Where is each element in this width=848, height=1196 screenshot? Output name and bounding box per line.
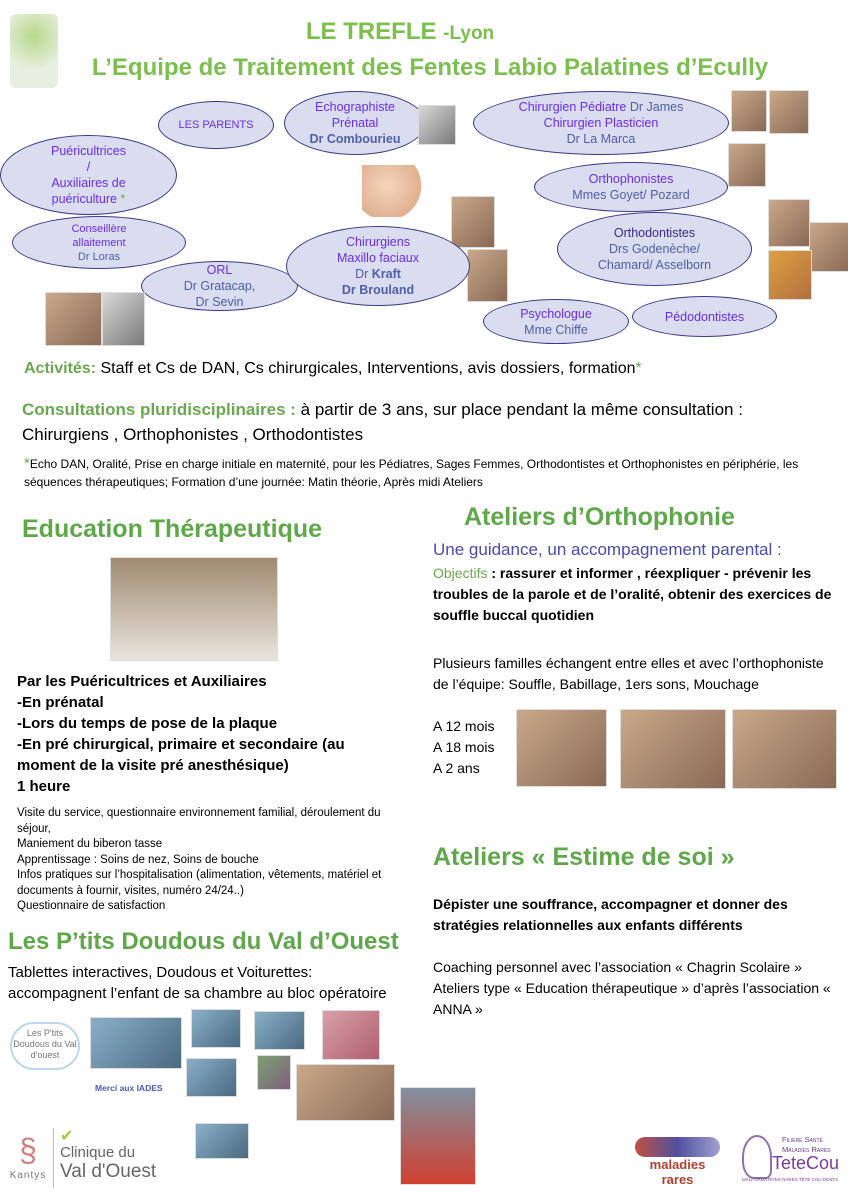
label: Orthophonistes [588, 172, 674, 186]
list-item: -En pré chirurgical, primaire et secondaire (au moment de la visite pré anesthésique) [17, 736, 345, 774]
footnote [24, 455, 814, 491]
ortho-subtitle: Une guidance, un accompagnement parental : [433, 540, 782, 559]
photo-sevin [102, 292, 145, 346]
name: Chamard/ Asselborn [597, 258, 712, 272]
logo-divider [53, 1128, 54, 1188]
age-item: A 12 mois [433, 718, 495, 734]
list-item: Questionnaire de satisfaction [17, 900, 166, 912]
merci-iades: Merci aux IADES [95, 1083, 163, 1093]
head-icon [742, 1135, 772, 1179]
ellipse-chirurgien-pediatre [473, 91, 729, 155]
education-details [17, 806, 412, 915]
estime-details [433, 957, 848, 1020]
label: Maxillo faciaux [337, 251, 419, 265]
name: Dr Combourieu [309, 132, 401, 146]
photo-godeneche [768, 199, 810, 247]
label: Auxiliaires de [51, 176, 126, 190]
list-item: Maniement du biberon tasse [17, 838, 163, 850]
name: Dr Brouland [341, 283, 415, 297]
objectifs-text: : rassurer et informer , réexpliquer - prévenir les troubles de la parole et de l’oralité, obtenir des exercices de souffle buccal quotidien [433, 565, 832, 623]
doudous-photo-trophee-doc [322, 1010, 380, 1060]
title-suffix: -Lyon [443, 23, 495, 44]
activites-label: Activités: [24, 360, 97, 377]
label: Orthodontistes [613, 226, 696, 240]
label: Prénatal [331, 116, 379, 130]
ellipse-puericultrices [0, 135, 177, 215]
list-item: -Lors du temps de pose de la plaque [17, 715, 278, 732]
list-item: 1 heure [17, 778, 71, 795]
objectifs-label: Objectifs [433, 565, 488, 581]
ellipse-orthodontistes [557, 212, 752, 286]
consultations-label: Consultations pluridisciplinaires : [22, 400, 296, 419]
education-title: Education Thérapeutique [22, 515, 323, 543]
label: puériculture [51, 192, 117, 206]
photo-gratacap [45, 292, 102, 346]
list-item: Infos pratiques sur l’hospitalisation (alimentation, vêtements, matériel et documents à fournir, visites, numéro 24/24..) [17, 869, 382, 897]
consultations-block [22, 397, 842, 447]
kantys-logo [8, 1130, 48, 1181]
label: Chirurgien Pédiatre [518, 100, 627, 114]
dna-icon: § [19, 1132, 37, 1168]
label: LES PARENTS [178, 119, 254, 131]
photo-brouland [467, 249, 508, 302]
photo-chamard [768, 250, 812, 300]
doudous-photo-jeu-3 [195, 1123, 249, 1159]
ellipse-chirurgiens-maxillo [286, 226, 470, 306]
photo-kraft [451, 196, 495, 248]
baby-photo [362, 165, 424, 217]
list-item: -En prénatal [17, 694, 104, 711]
list-item: Apprentissage : Soins de nez, Soins de bouche [17, 853, 259, 866]
atelier-photo-2 [620, 709, 726, 789]
ellipse-parents [158, 101, 274, 149]
label: Psychologue [520, 306, 592, 321]
label: Dr [355, 267, 372, 281]
photo-asselborn [809, 222, 848, 272]
estime-intro: Dépister une souffrance, accompagner et donner des stratégies relationnelles aux enfants différents [433, 896, 788, 933]
maladies-rares-logo [635, 1137, 720, 1187]
ellipse-psychologue [483, 299, 629, 344]
atelier-photo-1 [516, 709, 607, 787]
tetecou-subtitle: MALFORMATIONS RARES TÊTE COU DENTS [742, 1177, 839, 1182]
name: Mmes Goyet/ Pozard [572, 188, 690, 202]
label: Chirurgiens [346, 235, 410, 249]
name: Dr La Marca [566, 132, 636, 146]
doudous-photo-bloc [90, 1017, 182, 1069]
clinique-line-1: Clinique du [60, 1144, 136, 1161]
clinique-logo [60, 1130, 156, 1182]
photo-combourieu [418, 105, 456, 145]
ellipse-orl [141, 261, 298, 311]
label: Echographiste [315, 100, 395, 114]
ellipse-echographiste [284, 91, 426, 155]
doudous-photo-peluche [257, 1055, 291, 1090]
filiere-line-1: Filière Santé [782, 1135, 823, 1144]
footnote-text: Echo DAN, Oralité, Prise en charge initiale en maternité, pour les Pédiatres, Sages Femmes, Orthodontistes et Orthophonistes en périphérie, les séquences thérapeutiques; Formation d’une journée: Matin théorie, Après midi Ateliers [24, 457, 799, 489]
doudous-photo-jeu-2 [186, 1058, 237, 1097]
label: allaitement [72, 236, 126, 249]
education-team-photo [110, 557, 278, 661]
photo-orthophoniste [728, 143, 766, 187]
label: Chirurgien Plasticien [543, 116, 659, 130]
filiere-line-2: Maladies Rares [782, 1145, 831, 1154]
age-item: A 18 mois [433, 739, 495, 755]
consultations-text: à partir de 3 ans, sur place pendant la même consultation : [295, 400, 743, 419]
tetecou-text: TeteCou [772, 1153, 840, 1173]
ortho-ages [433, 716, 494, 779]
name: Dr James [626, 100, 684, 114]
name: Dr Gratacap, [183, 279, 256, 293]
name: Dr Sevin [195, 295, 244, 309]
education-list [17, 671, 407, 797]
asterisk: * [635, 360, 642, 377]
waves-icon [635, 1137, 720, 1157]
estime-title: Ateliers « Estime de soi » [433, 843, 735, 871]
photo-james [731, 90, 767, 132]
ellipse-orthophonistes [534, 162, 728, 212]
age-item: A 2 ans [433, 760, 480, 776]
list-item: Par les Puéricultrices et Auxiliaires [17, 673, 267, 690]
name: Drs Godenèche/ [608, 242, 701, 256]
doudous-title: Les P’tits Doudous du Val d’Ouest [8, 928, 399, 955]
label: / [86, 160, 91, 174]
label: ORL [206, 263, 233, 277]
doudous-photo-jeu-1 [254, 1011, 305, 1050]
ellipse-conseillere [12, 216, 186, 269]
label: Puéricultrices [50, 144, 127, 158]
ortho-description: Plusieurs familles échangent entre elles et avec l’orthophoniste de l’équipe: Souffle, Babillage, 1ers sons, Mouchage [433, 655, 824, 692]
clinique-line-2: Val d'Ouest [60, 1161, 157, 1182]
bird-icon: ✔ [60, 1128, 74, 1145]
doudous-text [8, 962, 387, 1004]
name: Dr Loras [77, 250, 121, 263]
label: Conseillère [71, 222, 127, 235]
doudous-photo-trophee [296, 1064, 395, 1121]
page-title [0, 18, 800, 46]
estime-line: Coaching personnel avec l’association « Chagrin Scolaire » [433, 959, 802, 975]
ortho-ateliers-title: Ateliers d’Orthophonie [464, 503, 735, 531]
doudous-photo-voiturette [400, 1087, 476, 1185]
title-text: LE TREFLE [305, 18, 437, 45]
asterisk: * [120, 192, 126, 206]
ortho-objectifs [433, 563, 843, 626]
doudous-line: accompagnent l’enfant de sa chambre au bloc opératoire [8, 985, 387, 1002]
maladies-text: maladies rares [649, 1157, 706, 1187]
kantys-text: Kantys [9, 1170, 47, 1181]
atelier-photo-3 [732, 709, 837, 789]
name: Mme Chiffe [524, 322, 588, 337]
tetecou-logo [742, 1135, 846, 1185]
doudous-line: Tablettes interactives, Doudous et Voiturettes: [8, 964, 313, 981]
doudous-photo-tablette [191, 1009, 241, 1048]
list-item: Visite du service, questionnaire environnement familial, déroulement du séjour, [17, 807, 381, 835]
photo-la-marca [769, 90, 809, 134]
estime-line: Ateliers type « Education thérapeutique » d’après l’association « ANNA » [433, 980, 831, 1017]
name: Kraft [371, 267, 401, 281]
page-subtitle: L’Equipe de Traitement des Fentes Labio Palatines d’Ecully [91, 54, 769, 81]
asterisk: * [24, 455, 30, 472]
ellipse-pedodontistes [632, 296, 777, 337]
label: Pédodontistes [664, 309, 745, 324]
activites-line [24, 360, 642, 378]
doudous-logo [10, 1022, 80, 1070]
consultations-list: Chirurgiens , Orthophonistes , Orthodontistes [22, 425, 364, 444]
doudous-logo-text: Les P'tits Doudous du Val d'ouest [13, 1028, 77, 1060]
activites-text: Staff et Cs de DAN, Cs chirurgicales, Interventions, avis dossiers, formation [96, 360, 636, 377]
